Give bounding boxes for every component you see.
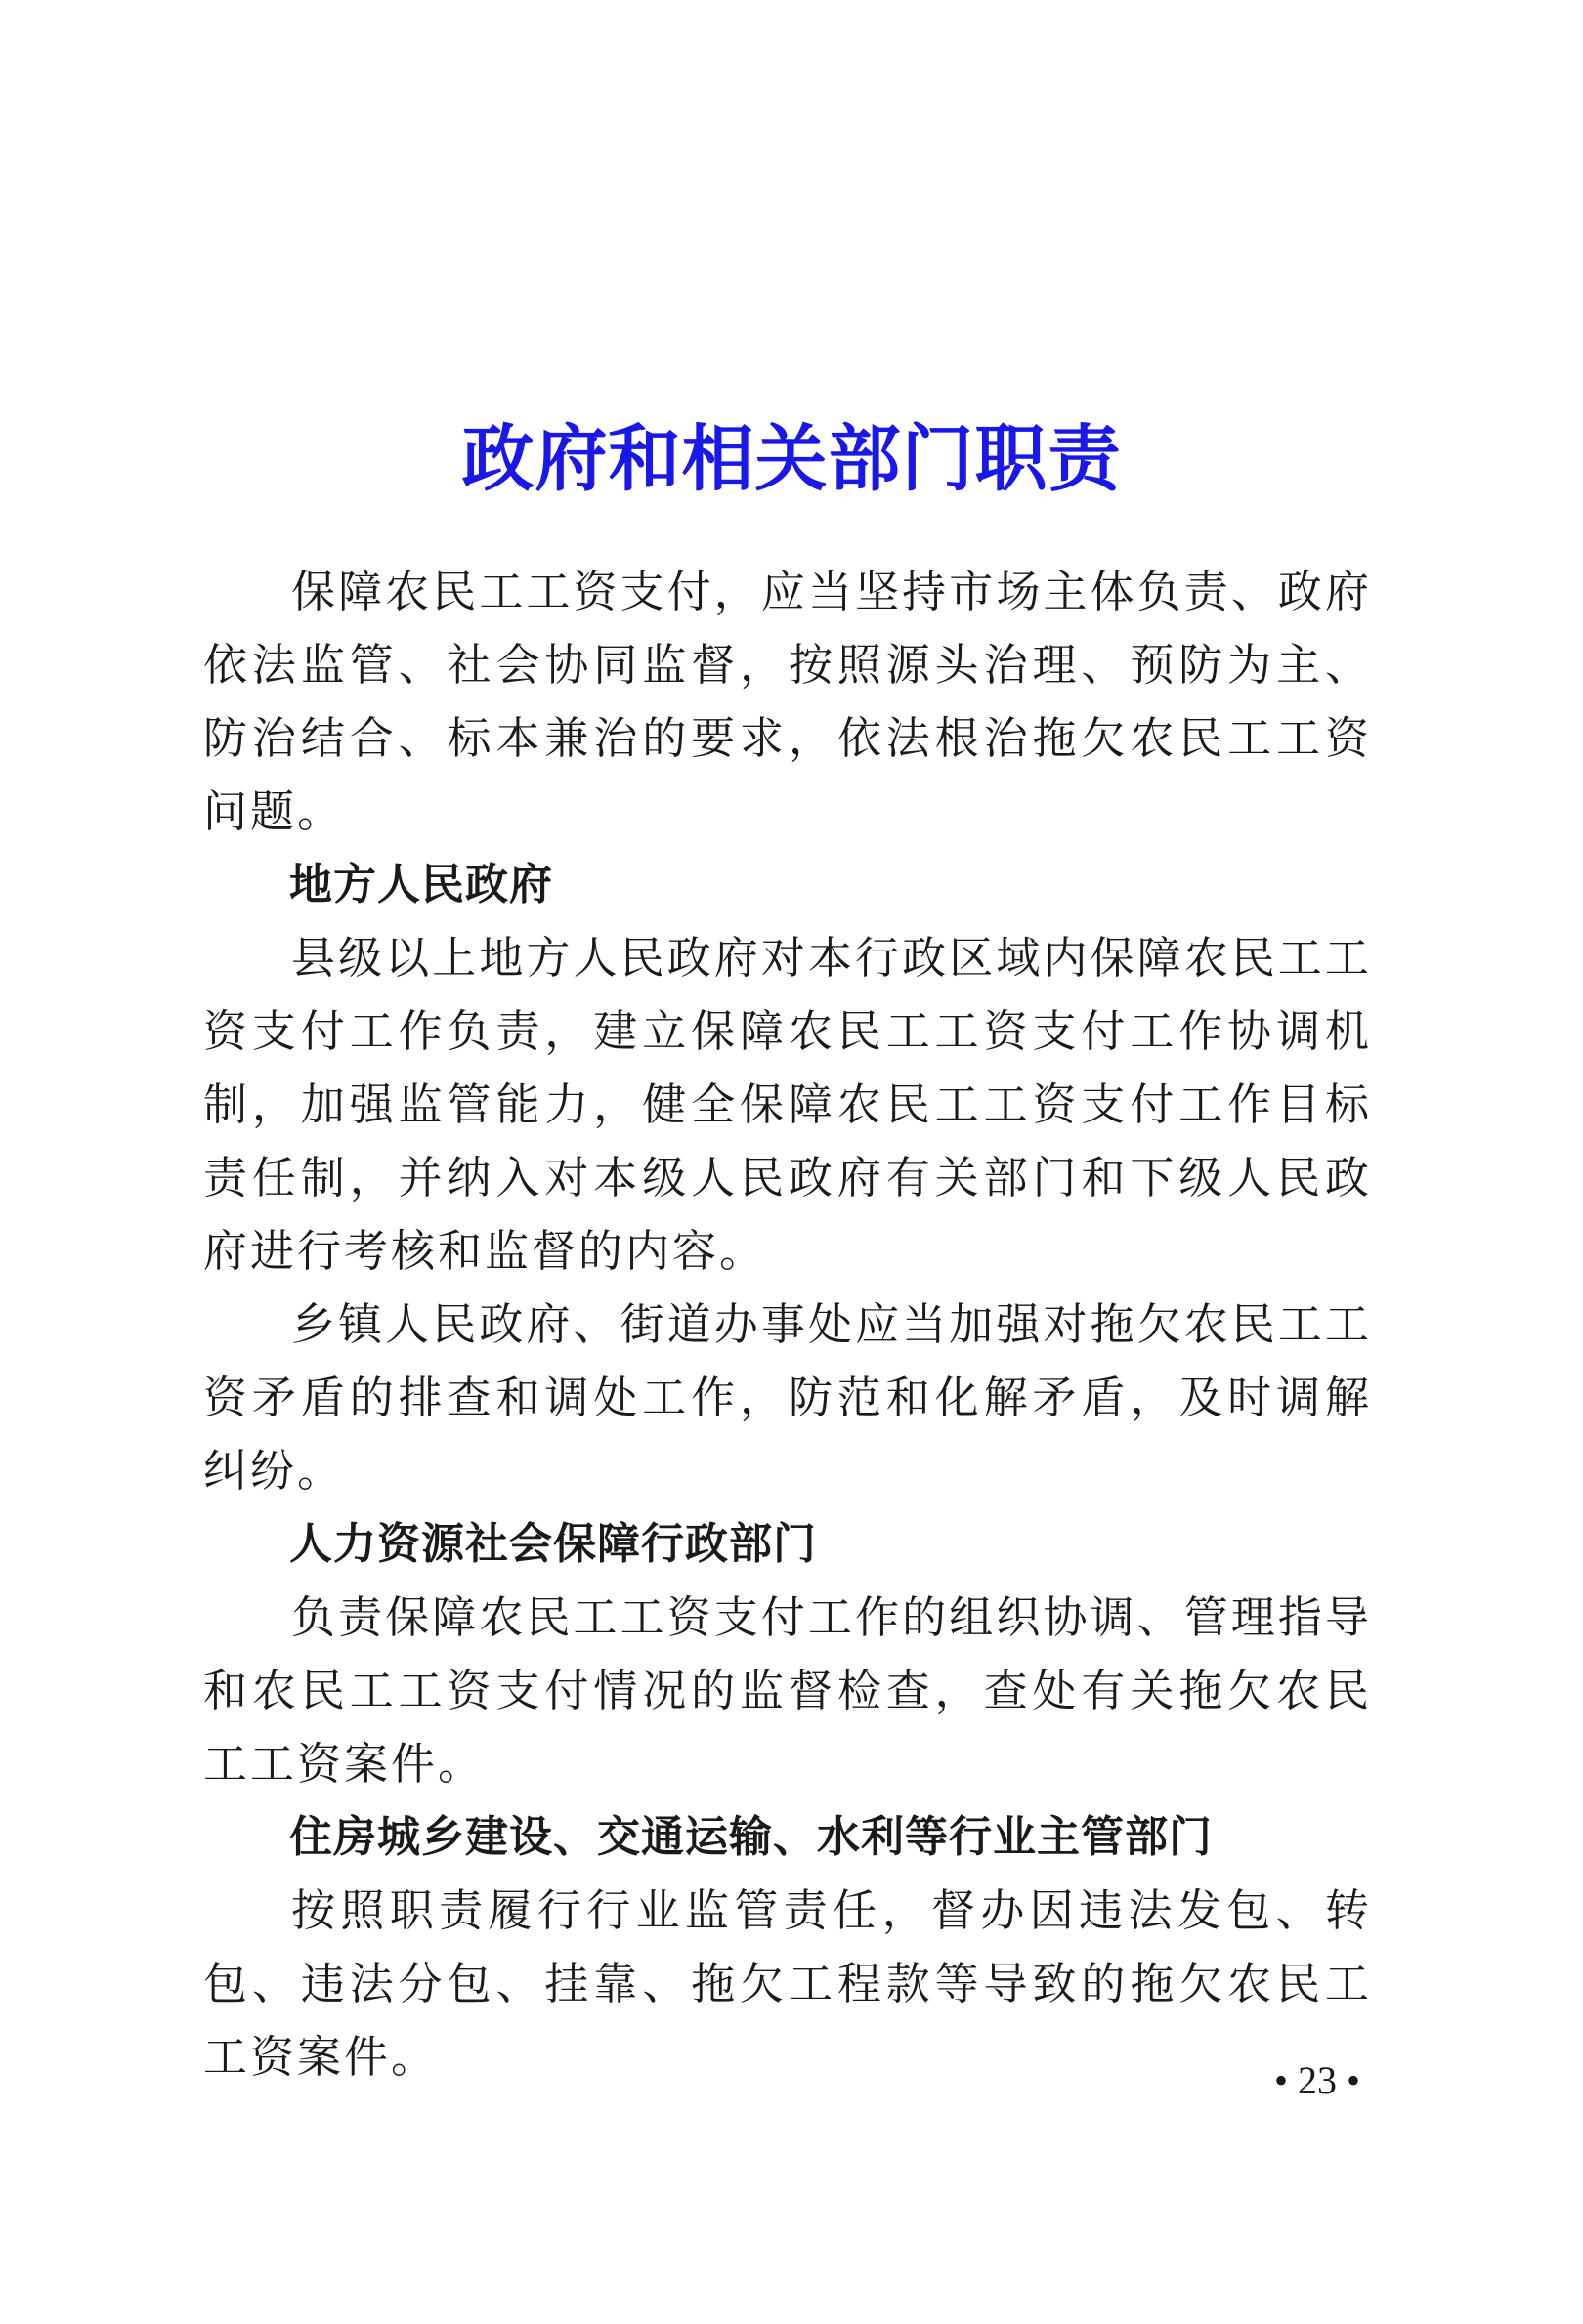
paragraph: 按照职责履行行业监管责任，督办因违法发包、转包、违法分包、挂靠、拖欠工程款等导致的拖欠农民工工资案件。: [203, 1884, 1372, 2083]
page-title: 政府和相关部门职责: [461, 416, 1122, 501]
document-body: [203, 555, 1372, 2093]
intro-paragraph: 保障农民工工资支付，应当坚持市场主体负责、政府依法监管、社会协同监督，按照源头治理、预防为主、防治结合、标本兼治的要求，依法根治拖欠农民工工资问题。: [203, 566, 1372, 837]
section-heading-human-resources: 人力资源社会保障行政部门: [289, 1519, 817, 1569]
paragraph: 县级以上地方人民政府对本行政区域内保障农民工工资支付工作负责，建立保障农民工工资支付工作协调机制，加强监管能力，健全保障农民工工资支付工作目标责任制，并纳入对本级人民政府有关部门和下级人民政府进行考核和监督的内容。: [203, 932, 1372, 1277]
section-heading-local-government: 地方人民政府: [289, 860, 553, 909]
paragraph: 乡镇人民政府、街道办事处应当加强对拖欠农民工工资矛盾的排查和调处工作，防范和化解矛盾，及时调解纠纷。: [203, 1298, 1372, 1497]
page-number: • 23 •: [1273, 2058, 1360, 2102]
section-heading-industry-departments: 住房城乡建设、交通运输、水利等行业主管部门: [289, 1812, 1213, 1862]
paragraph: 负责保障农民工工资支付工作的组织协调、管理指导和农民工工资支付情况的监督检查，查处有关拖欠农民工工资案件。: [203, 1591, 1372, 1790]
